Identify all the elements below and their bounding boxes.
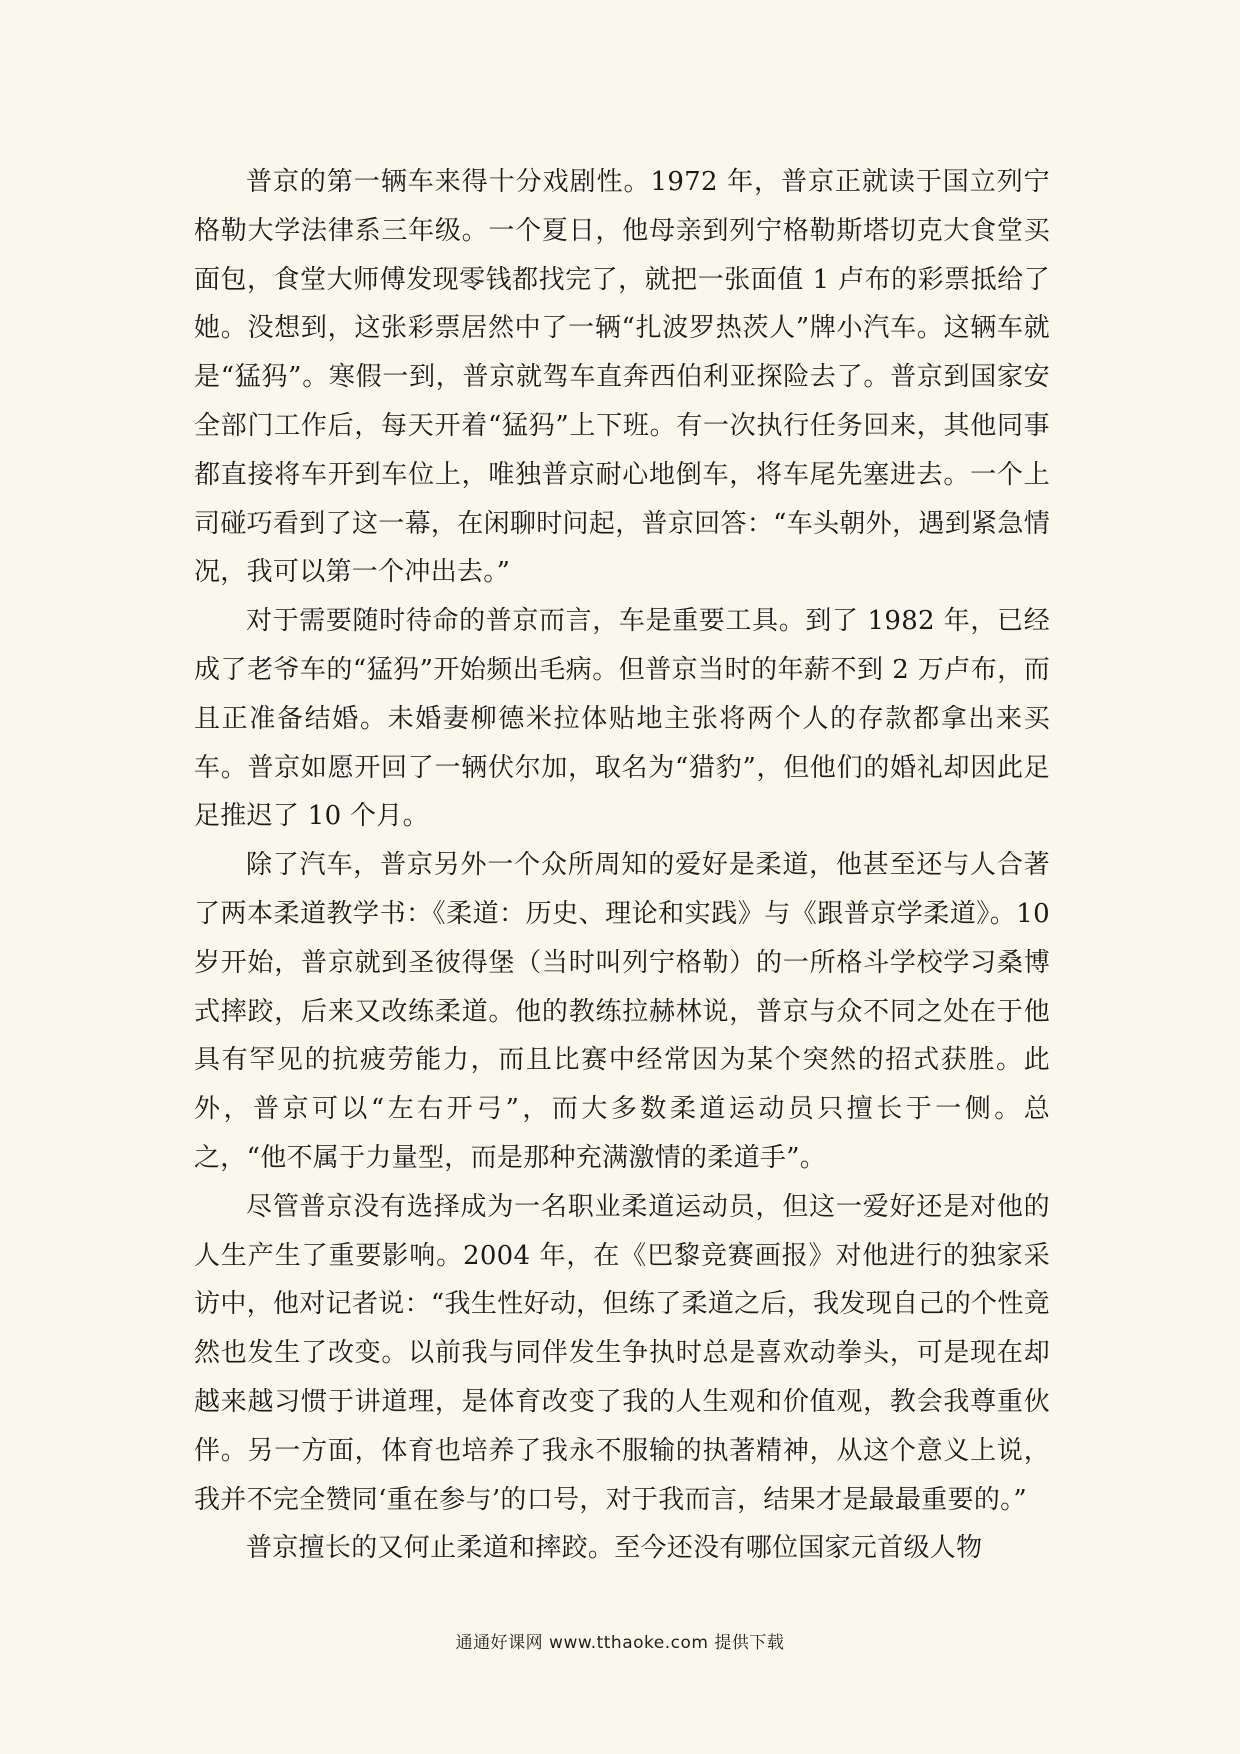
paragraph-second-car: 对于需要随时待命的普京而言，车是重要工具。到了 1982 年，已经成了老爷车的“猛犸”开始频出毛病。但普京当时的年薪不到 2 万卢布，而且正准备结婚。未婚妻柳德米拉体贴地主张将两个人的存款都拿出来买车。普京如愿开回了一辆伏尔加，取名为“猎豹”，但他们的婚礼却因此足足推迟了 10 个月。 — [194, 606, 1050, 832]
paragraph-other-skills: 普京擅长的又何止柔道和摔跤。至今还没有哪位国家元首级人物 — [246, 1533, 983, 1564]
paragraph-judo-hobby: 除了汽车，普京另外一个众所周知的爱好是柔道，他甚至还与人合著了两本柔道教学书：《柔道：历史、理论和实践》与《跟普京学柔道》。10 岁开始，普京就到圣彼得堡（当时叫列宁格勒）的一所格斗学校学习桑博式摔跤，后来又改练柔道。他的教练拉赫林说，普京与众不同之处在于他具有罕见的抗疲劳能力，而且比赛中经常因为某个突然的招式获胜。此外，普京可以“左右开弓”，而大多数柔道运动员只擅长于一侧。总之，“他不属于力量型，而是那种充满激情的柔道手”。 — [194, 850, 1050, 1173]
paragraph-first-car: 普京的第一辆车来得十分戏剧性。1972 年，普京正就读于国立列宁格勒大学法律系三年级。一个夏日，他母亲到列宁格勒斯塔切克大食堂买面包，食堂大师傅发现零钱都找完了，就把一张面值 1 卢布的彩票抵给了她。没想到，这张彩票居然中了一辆“扎波罗热茨人”牌小汽车。这辆车就是“猛犸”。寒假一到，普京就驾车直奔西伯利亚探险去了。普京到国家安全部门工作后，每天开着“猛犸”上下班。有一次执行任务回来，其他同事都直接将车开到车位上，唯独普京耐心地倒车，将车尾先塞进去。一个上司碰巧看到了这一幕，在闲聊时问起，普京回答：“车头朝外，遇到紧急情况，我可以第一个冲出去。” — [194, 167, 1050, 588]
article-body — [194, 158, 1050, 1573]
paragraph-judo-influence: 尽管普京没有选择成为一名职业柔道运动员，但这一爱好还是对他的人生产生了重要影响。2004 年，在《巴黎竞赛画报》对他进行的独家采访中，他对记者说：“我生性好动，但练了柔道之后，我发现自己的个性竟然也发生了改变。以前我与同伴发生争执时总是喜欢动拳头，可是现在却越来越习惯于讲道理，是体育改变了我的人生观和价值观，教会我尊重伙伴。另一方面，体育也培养了我永不服输的执著精神，从这个意义上说，我并不完全赞同‘重在参与’的口号，对于我而言，结果才是最最重要的。” — [194, 1191, 1050, 1515]
page-footer: 通通好课网 www.tthaoke.com 提供下载 — [455, 1633, 785, 1653]
